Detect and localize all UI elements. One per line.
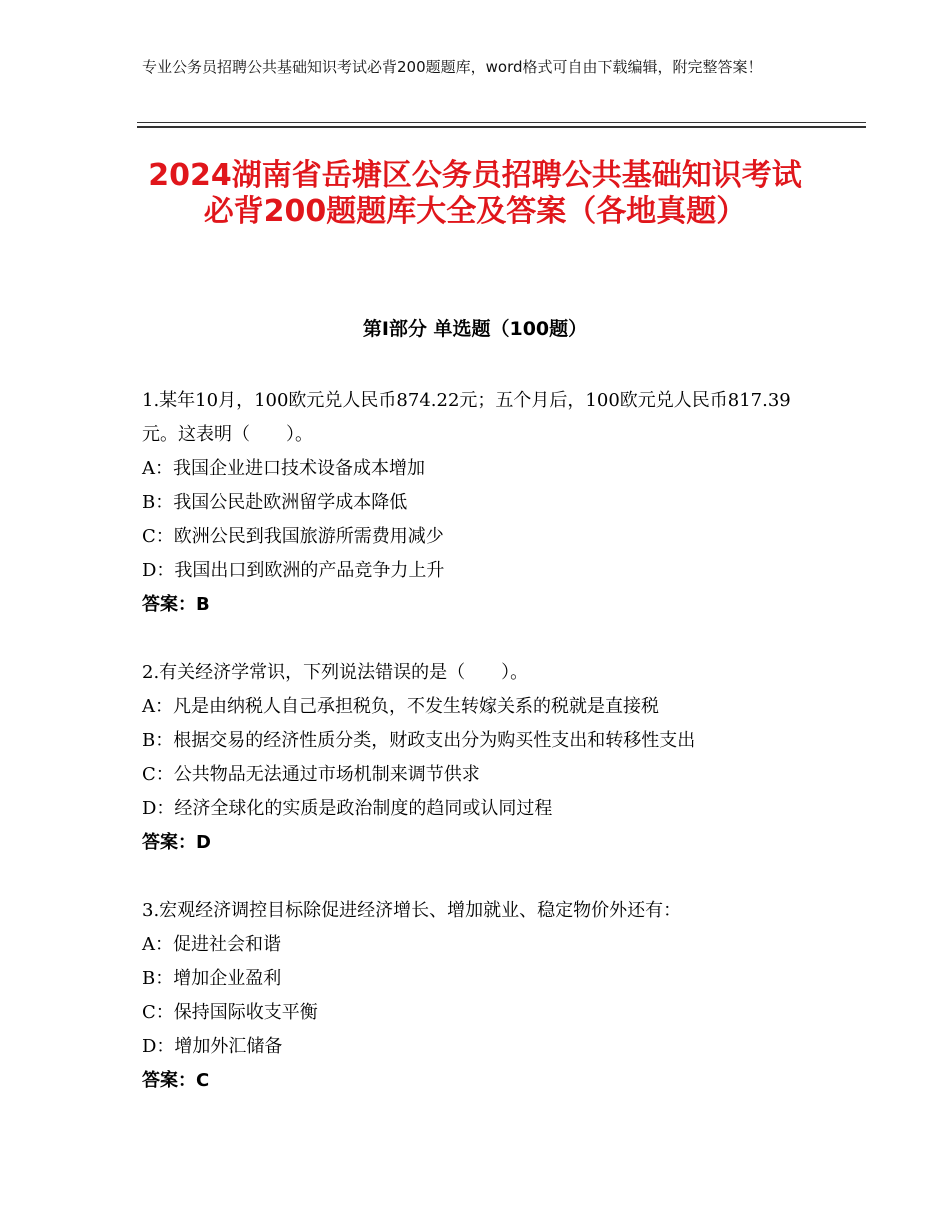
option-a: A：我国企业进口技术设备成本增加 xyxy=(142,458,425,479)
document-title: 2024湖南省岳塘区公务员招聘公共基础知识考试必背200题题库大全及答案（各地真题） xyxy=(148,158,802,229)
option-d: D：经济全球化的实质是政治制度的趋同或认同过程 xyxy=(142,798,553,819)
option-a: A：凡是由纳税人自己承担税负，不发生转嫁关系的税就是直接税 xyxy=(142,696,659,717)
option-c: C：公共物品无法通过市场机制来调节供求 xyxy=(142,764,480,785)
question-text: 3.宏观经济调控目标除促进经济增长、增加就业、稳定物价外还有： xyxy=(142,900,682,921)
option-b: B：增加企业盈利 xyxy=(142,968,282,989)
answer-label: 答案：B xyxy=(142,594,210,615)
question-item xyxy=(142,656,814,860)
section-heading: 第I部分 单选题（100题） xyxy=(362,318,588,340)
question-item xyxy=(142,384,814,622)
answer-label: 答案：C xyxy=(142,1070,210,1091)
question-list xyxy=(142,384,814,1132)
option-b: B：根据交易的经济性质分类，财政支出分为购买性支出和转移性支出 xyxy=(142,730,696,751)
option-c: C：欧洲公民到我国旅游所需费用减少 xyxy=(142,526,444,547)
question-text: 2.有关经济学常识，下列说法错误的是（ ）。 xyxy=(142,662,529,683)
option-d: D：我国出口到欧洲的产品竞争力上升 xyxy=(142,560,445,581)
header-divider xyxy=(137,122,866,123)
option-d: D：增加外汇储备 xyxy=(142,1036,283,1057)
option-c: C：保持国际收支平衡 xyxy=(142,1002,318,1023)
header-divider-thick xyxy=(137,126,866,128)
header-note: 专业公务员招聘公共基础知识考试必背200题题库，word格式可自由下载编辑，附完整答案！ xyxy=(142,58,763,76)
question-item xyxy=(142,894,814,1098)
option-b: B：我国公民赴欧洲留学成本降低 xyxy=(142,492,408,513)
option-a: A：促进社会和谐 xyxy=(142,934,281,955)
question-text: 1.某年10月，100欧元兑人民币874.22元；五个月后，100欧元兑人民币817.39元。这表明（ ）。 xyxy=(142,390,791,445)
answer-label: 答案：D xyxy=(142,832,211,853)
